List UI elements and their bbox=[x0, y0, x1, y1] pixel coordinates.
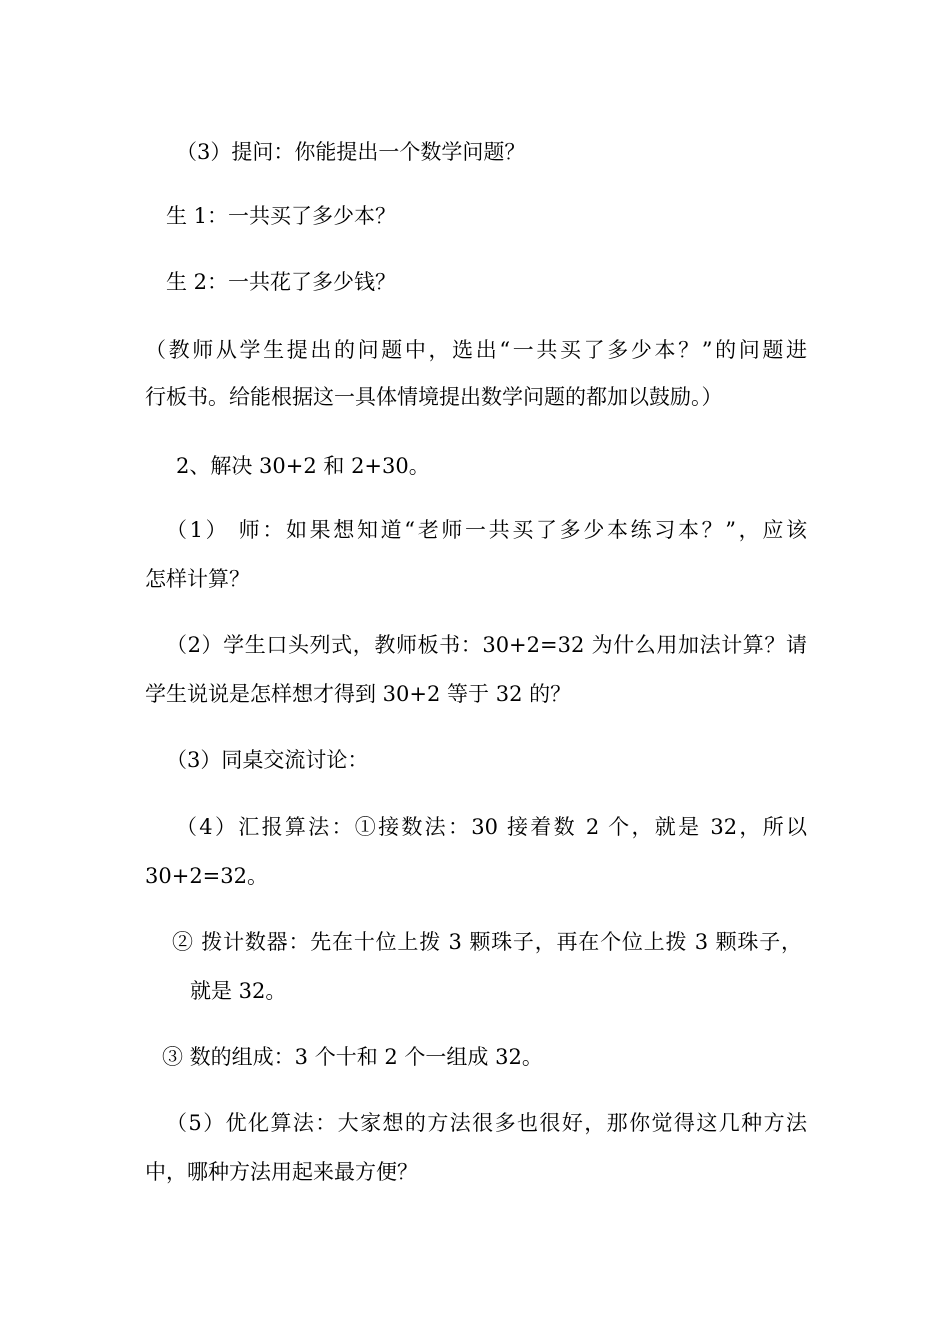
step2-line2: 学生说说是怎样想才得到 30+2 等于 32 的？ bbox=[145, 682, 572, 706]
section-heading-2: 2、解决 30+2 和 2+30。 bbox=[176, 454, 430, 478]
student1-answer: 生 1：一共买了多少本？ bbox=[166, 204, 397, 228]
step5-line2: 中，哪种方法用起来最方便？ bbox=[145, 1160, 418, 1184]
paragraph-ask-question: （3）提问：你能提出一个数学问题？ bbox=[176, 140, 526, 164]
method3-line: ③ 数的组成：3 个十和 2 个一组成 32。 bbox=[162, 1045, 543, 1069]
teacher-note-line2: 行板书。给能根据这一具体情境提出数学问题的都加以鼓励。） bbox=[145, 385, 723, 409]
step3-line: （3）同桌交流讨论： bbox=[166, 748, 369, 772]
teacher-note-line1: （教师从学生提出的问题中，选出“一共买了多少本？”的问题进 bbox=[145, 338, 807, 362]
method2-line1: ② 拨计数器：先在十位上拨 3 颗珠子，再在个位上拨 3 颗珠子， bbox=[172, 930, 802, 954]
step1-line2: 怎样计算？ bbox=[145, 567, 250, 591]
method2-line2: 就是 32。 bbox=[190, 979, 287, 1003]
student2-answer: 生 2：一共花了多少钱？ bbox=[166, 270, 397, 294]
step1-line1: （1） 师：如果想知道“老师一共买了多少本练习本？”，应该 bbox=[166, 518, 807, 542]
step2-line1: （2）学生口头列式，教师板书：30+2=32 为什么用加法计算？请 bbox=[166, 633, 807, 657]
step4-line1: （4）汇报算法：①接数法：30 接着数 2 个，就是 32，所以 bbox=[176, 815, 807, 839]
step4-line2: 30+2=32。 bbox=[145, 864, 268, 888]
step5-line1: （5）优化算法：大家想的方法很多也很好，那你觉得这几种方法 bbox=[166, 1111, 807, 1135]
